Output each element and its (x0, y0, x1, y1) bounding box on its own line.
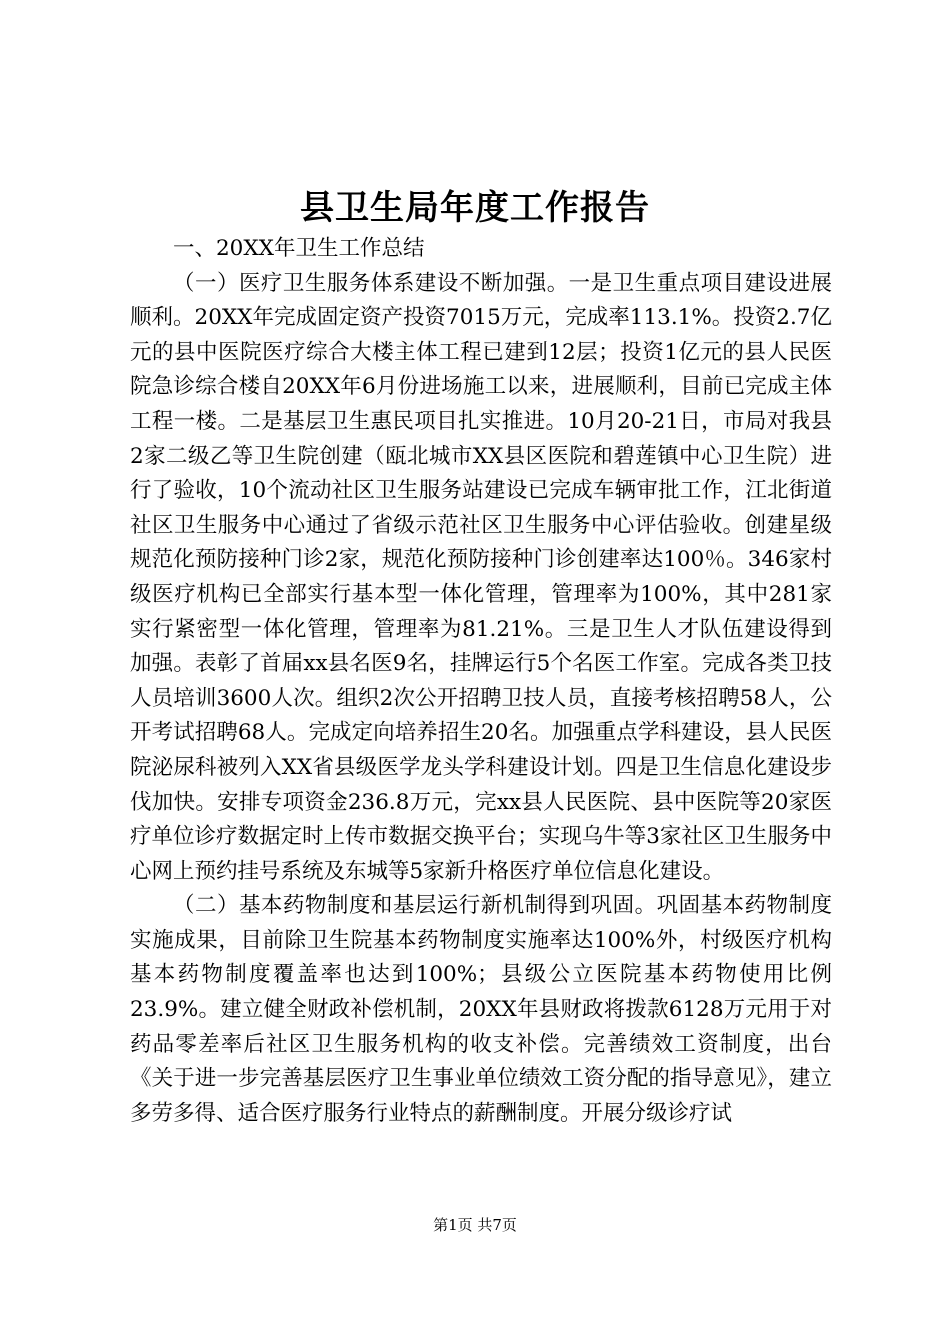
section-heading: 一、20XX年卫生工作总结 (173, 236, 425, 261)
paragraph-2: （二）基本药物制度和基层运行新机制得到巩固。巩固基本药物制度实施成果，目前除卫生院基本药物制度实施率达100%外，村级医疗机构基本药物制度覆盖率也达到100%；县级公立医院基本药物使用比例23.9%。建立健全财政补偿机制，20XX年县财政将拨款6128万元用于对药品零差率后社区卫生服务机构的收支补偿。完善绩效工资制度，出台《关于进一步完善基层医疗卫生事业单位绩效工资分配的指导意见》，建立多劳多得、适合医疗服务行业特点的薪酬制度。开展分级诊疗试 (130, 893, 832, 1126)
paragraph-1: （一）医疗卫生服务体系建设不断加强。一是卫生重点项目建设进展顺利。20XX年完成固定资产投资7015万元，完成率113.1%。投资2.7亿元的县中医院医疗综合大楼主体工程已建到12层；投资1亿元的县人民医院急诊综合楼自20XX年6月份进场施工以来，进展顺利，目前已完成主体工程一楼。二是基层卫生惠民项目扎实推进。10月20-21日，市局对我县2家二级乙等卫生院创建（瓯北城市XX县区医院和碧莲镇中心卫生院）进行了验收，10个流动社区卫生服务站建设已完成车辆审批工作，江北街道社区卫生服务中心通过了省级示范社区卫生服务中心评估验收。创建星级规范化预防接种门诊2家，规范化预防接种门诊创建率达100％。346家村级医疗机构已全部实行基本型一体化管理，管理率为100%，其中281家实行紧密型一体化管理，管理率为81.21%。三是卫生人才队伍建设得到加强。表彰了首届xx县名医9名，挂牌运行5个名医工作室。完成各类卫技人员培训3600人次。组织2次公开招聘卫技人员，直接考核招聘58人，公开考试招聘68人。完成定向培养招生20名。加强重点学科建设，县人民医院泌尿科被列入XX省县级医学龙头学科建设计划。四是卫生信息化建设步伐加快。安排专项资金236.8万元，完xx县人民医院、县中医院等20家医疗单位诊疗数据定时上传市数据交换平台；实现乌牛等3家社区卫生服务中心网上预约挂号系统及东城等5家新升格医疗单位信息化建设。 (130, 270, 832, 884)
page-footer: 第1页 共7页 (433, 1216, 517, 1234)
document-body (130, 232, 832, 1131)
document-title: 县卫生局年度工作报告 (300, 188, 650, 228)
